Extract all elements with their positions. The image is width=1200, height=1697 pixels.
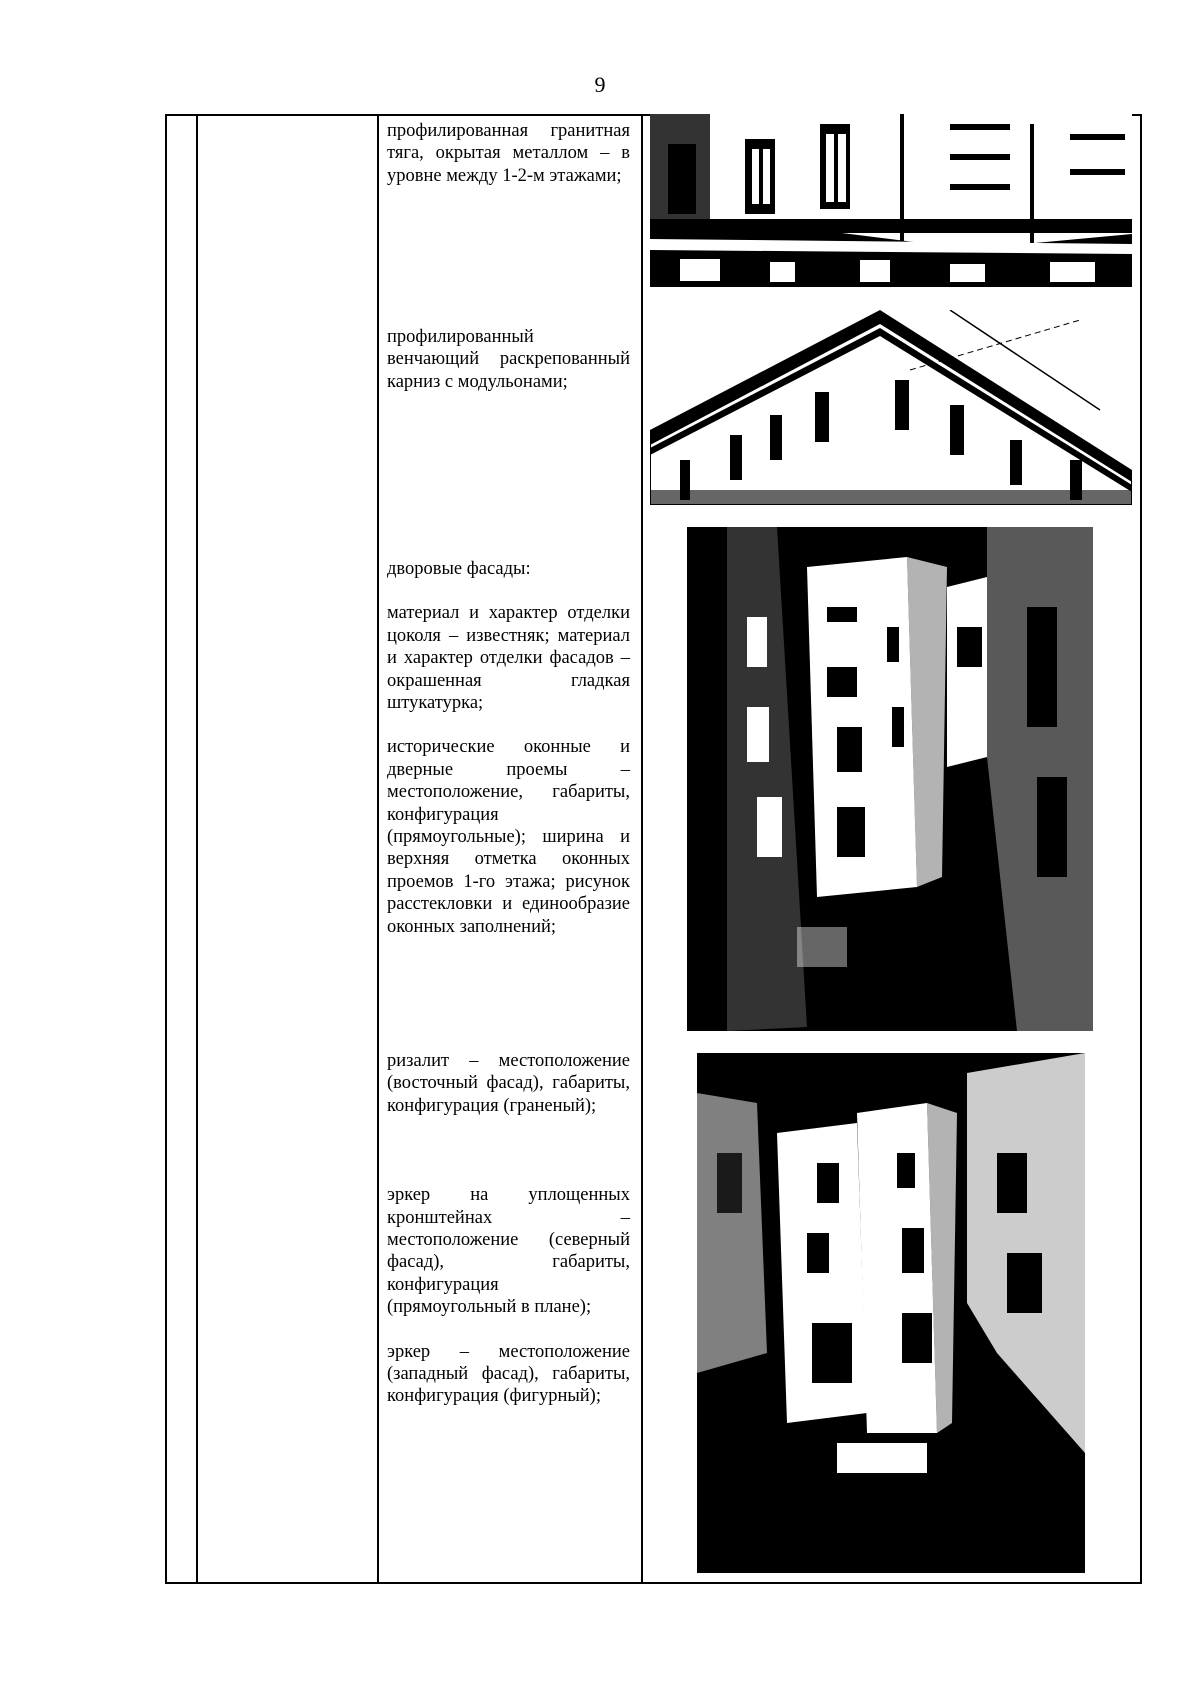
column-divider-2 [377, 116, 379, 1582]
feature-paragraph: ризалит – местоположение (восточный фасад), габариты, конфигурация (граненый); [387, 1051, 630, 1116]
feature-text-courtyard-facades [387, 558, 630, 938]
page-number: 9 [594, 72, 606, 97]
feature-text-granite-band [387, 120, 630, 187]
feature-paragraph: исторические оконные и дверные проемы – местоположение, габариты, конфигурация (прямоугольные); ширина и верхняя отметка оконных проемов 1-го этажа; рисунок расстекловки и единообразие оконных заполнений; [387, 737, 630, 937]
column-divider-1 [196, 116, 198, 1582]
courtyard-bay-windows-photo [697, 1053, 1085, 1573]
feature-paragraph: эркер на уплощенных кронштейнах – местоположение (северный фасад), габариты, конфигурация (прямоугольный в плане); [387, 1185, 630, 1318]
feature-paragraph: дворовые фасады: [387, 559, 531, 579]
crowning-cornice-photo [650, 310, 1132, 505]
courtyard-facades-photo [687, 527, 1093, 1031]
feature-text-risalit-bay [387, 1050, 630, 1408]
facade-corner-granite-band-photo [650, 114, 1132, 287]
feature-paragraph: профилированный венчающий раскрепованный карниз с модульонами; [387, 327, 630, 392]
feature-paragraph: профилированная гранитная тяга, окрытая металлом – в уровне между 1-2-м этажами; [387, 121, 630, 186]
column-divider-3 [641, 116, 643, 1582]
feature-text-cornice [387, 326, 630, 393]
feature-paragraph: материал и характер отделки цоколя – известняк; материал и характер отделки фасадов – окрашенная гладкая штукатурка; [387, 603, 630, 714]
feature-paragraph: эркер – местоположение (западный фасад), габариты, конфигурация (фигурный); [387, 1341, 630, 1407]
